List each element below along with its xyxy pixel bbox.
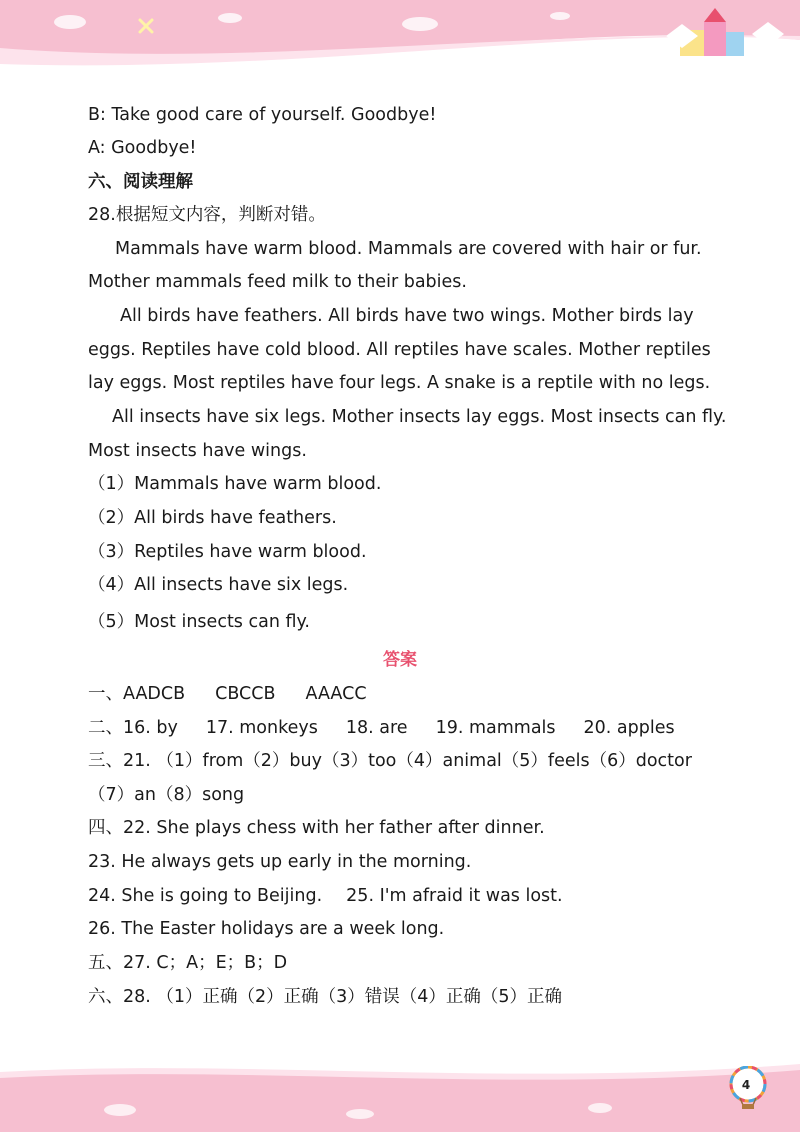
- answer-group: 19. mammals: [435, 718, 556, 738]
- answer-group: 18. are: [345, 718, 408, 738]
- answer-line-3: 三、21. （1）from（2）buy（3）too（4）animal（5）feels（6）doctor: [88, 751, 692, 771]
- answer-group: CBCCB: [215, 684, 276, 704]
- answer-line-5: 五、27. C；A；E；B；D: [88, 953, 288, 973]
- answer-group: 20. apples: [583, 718, 675, 738]
- page-number: 4: [741, 1078, 751, 1092]
- answer-group: 一、AADCB: [88, 684, 186, 704]
- answer-group: AAACC: [305, 684, 367, 704]
- answer-group: 二、16. by: [88, 718, 178, 738]
- passage-line: All birds have feathers. All birds have two wings. Mother birds lay: [120, 306, 694, 326]
- passage-line: Most insects have wings.: [88, 441, 307, 461]
- answer-group: 17. monkeys: [205, 718, 318, 738]
- passage-line: All insects have six legs. Mother insects lay eggs. Most insects can fly.: [112, 407, 727, 427]
- answer-line-1: [88, 682, 367, 706]
- passage-line: Mother mammals feed milk to their babies.: [88, 272, 467, 292]
- answer-line-2: [88, 716, 675, 740]
- answer-line-4: 四、22. She plays chess with her father after dinner.: [88, 818, 545, 838]
- answer-line-23: 23. He always gets up early in the morning.: [88, 852, 472, 872]
- passage-line: lay eggs. Most reptiles have four legs. A snake is a reptile with no legs.: [88, 373, 711, 393]
- statement-item: （3）Reptiles have warm blood.: [88, 542, 367, 562]
- statement-item: （4）All insects have six legs.: [88, 575, 349, 595]
- answer-line-26: 26. The Easter holidays are a week long.: [88, 919, 445, 939]
- answer-line-6: 六、28. （1）正确（2）正确（3）错误（4）正确（5）正确: [88, 987, 563, 1007]
- passage-line: eggs. Reptiles have cold blood. All reptiles have scales. Mother reptiles: [88, 340, 711, 360]
- answer-title: 答案: [383, 650, 417, 670]
- dialogue-line-a: A: Goodbye!: [88, 138, 197, 158]
- bottom-decorative-banner: [0, 1062, 800, 1132]
- answer-group: 25. I'm afraid it was lost.: [346, 886, 563, 906]
- answer-group: 24. She is going to Beijing.: [88, 886, 323, 906]
- statement-item: （1）Mammals have warm blood.: [88, 474, 382, 494]
- section-heading: 六、阅读理解: [88, 172, 193, 192]
- answer-line-3-cont: （7）an（8）song: [88, 785, 245, 805]
- passage-line: Mammals have warm blood. Mammals are covered with hair or fur.: [115, 239, 702, 259]
- statement-item: （2）All birds have feathers.: [88, 508, 337, 528]
- question-instruction: 28.根据短文内容，判断对错。: [88, 205, 326, 225]
- statement-item: （5）Most insects can fly.: [88, 612, 310, 632]
- top-decorative-banner: [0, 0, 800, 70]
- answer-line-24-25: [88, 884, 563, 908]
- dialogue-line-b: B: Take good care of yourself. Goodbye!: [88, 105, 437, 125]
